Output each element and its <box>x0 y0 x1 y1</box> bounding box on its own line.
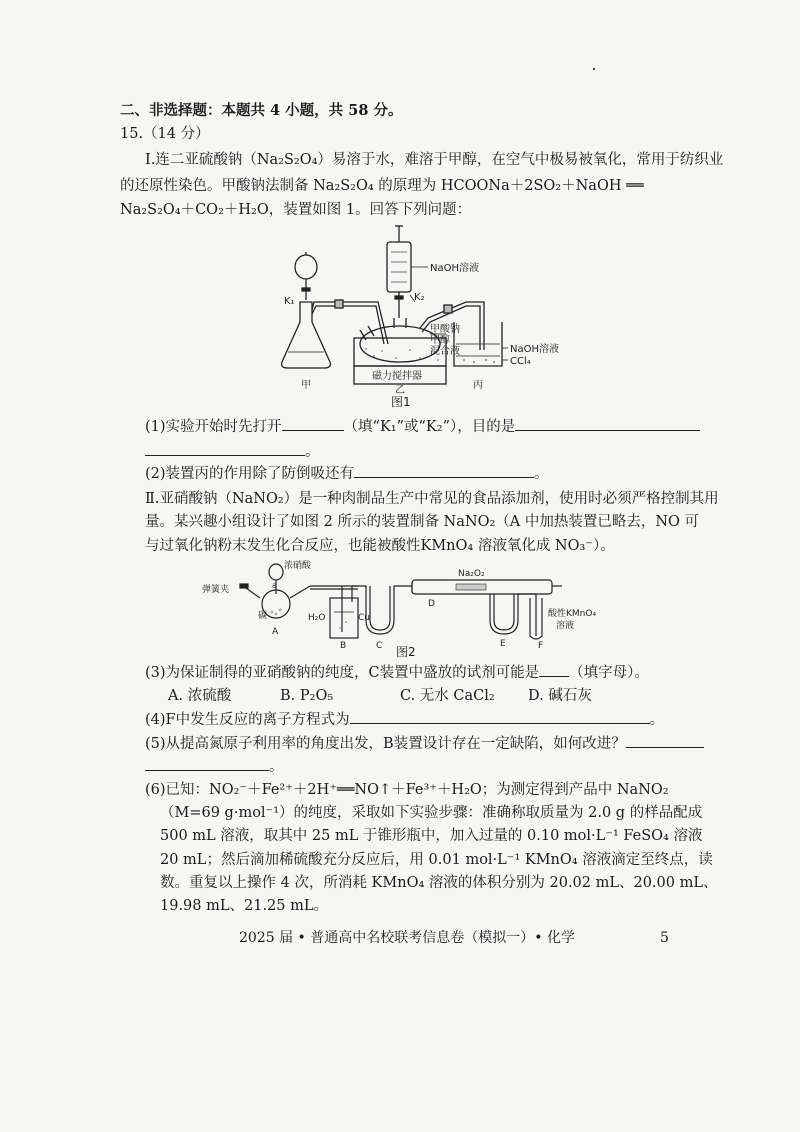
figure1-apparatus <box>270 222 580 394</box>
q4-blank[interactable] <box>350 709 650 724</box>
q3-option-c[interactable]: C. 无水 CaCl₂ <box>400 688 495 704</box>
part1-line2: 的还原性染色。甲酸钠法制备 Na₂S₂O₄ 的原理为 HCOONa＋2SO₂＋NaOH ══ <box>120 178 644 194</box>
label-ccl4: CCl₄ <box>510 356 531 367</box>
label-conc-hno3: 浓硝酸 <box>284 561 312 571</box>
three-neck-flask <box>360 326 440 362</box>
q5-end: 。 <box>269 759 284 775</box>
q3-option-b[interactable]: B. P₂O₅ <box>280 688 334 704</box>
page-number: 5 <box>660 930 669 946</box>
label-naoh-right: NaOH溶液 <box>510 344 559 355</box>
q6-line2: （M=69 g·mol⁻¹）的纯度，采取如下实验步骤：准确称取质量为 2.0 g 的样品配成 <box>160 805 703 821</box>
q3-option-a[interactable]: A. 浓硫酸 <box>168 688 232 704</box>
figure1-caption: 图1 <box>391 395 411 409</box>
q1-blank-purpose[interactable] <box>515 416 700 431</box>
q6-line4: 20 mL；然后滴加稀硫酸充分反应后，用 0.01 mol·L⁻¹ KMnO₄ 溶液滴定至终点，读 <box>160 852 713 868</box>
figure2-apparatus <box>200 558 620 648</box>
q5-line2 <box>145 756 284 777</box>
q5-text: (5)从提高氮原子利用率的角度出发，B装置设计存在一定缺陷，如何改进？ <box>145 736 626 752</box>
label-bing: 丙 <box>473 380 483 391</box>
label-spring-clip: 弹簧夹 <box>202 585 230 595</box>
part1-line3: Na₂S₂O₄＋CO₂＋H₂O，装置如图 1。回答下列问题： <box>120 202 472 218</box>
q2-blank[interactable] <box>354 463 534 478</box>
footer-title: 2025 届 • 普通高中名校联考信息卷（模拟一）• 化学 <box>239 930 575 946</box>
question-number: 15.（14 分） <box>120 126 210 142</box>
q1-line <box>145 416 700 437</box>
q4-text: (4)F中发生反应的离子方程式为 <box>145 712 350 728</box>
q5-blank[interactable] <box>626 733 704 748</box>
label-D: D <box>428 599 435 609</box>
flask-jia <box>282 302 331 368</box>
dropping-funnel <box>387 242 411 292</box>
label-cu: Cu <box>358 613 370 623</box>
q2-end: 。 <box>534 466 549 482</box>
q3-end: （填字母）。 <box>569 665 649 681</box>
q1-blank-valve[interactable] <box>282 416 344 431</box>
label-stirrer: 磁力搅拌器 <box>372 371 422 382</box>
label-k2: K₂ <box>414 292 425 303</box>
part2-line3: 与过氧化钠粉末发生化合反应，也能被酸性KMnO₄ 溶液氧化成 NO₃⁻）。 <box>145 538 615 554</box>
q1-blank-purpose-cont[interactable] <box>145 441 305 456</box>
q6-line5: 数。重复以上操作 4 次，所消耗 KMnO₄ 溶液的体积分别为 20.02 mL、20.00 mL、 <box>160 875 718 891</box>
label-B: B <box>340 641 347 648</box>
q4-end: 。 <box>649 712 665 728</box>
q2-line <box>145 463 549 484</box>
q1-line2 <box>145 441 320 462</box>
scan-speck <box>593 68 595 70</box>
q5-line <box>145 733 704 754</box>
q2-prefix: (2)装置丙的作用除了防倒吸还有 <box>145 466 355 482</box>
label-kmno4-1: 酸性KMnO₄ <box>548 609 597 619</box>
q1-middle: （填“K₁”或“K₂”），目的是 <box>343 419 516 435</box>
label-C: C <box>376 641 383 648</box>
section-heading: 二、非选择题：本题共 4 小题，共 58 分。 <box>120 102 403 119</box>
q3-blank[interactable] <box>539 662 569 677</box>
label-mix3: 混合液 <box>430 346 460 357</box>
label-a-small: a <box>272 581 277 590</box>
label-naoh-top: NaOH溶液 <box>430 263 479 274</box>
q5-blank-cont[interactable] <box>145 756 269 771</box>
bottle-b <box>330 598 358 638</box>
label-jia: 甲 <box>301 380 311 391</box>
label-kmno4-2: 溶液 <box>556 621 575 631</box>
label-F: F <box>538 641 544 648</box>
label-h2o: H₂O <box>308 613 326 623</box>
q4-line <box>145 709 664 730</box>
label-E: E <box>500 639 506 648</box>
label-k1: K₁ <box>284 296 295 307</box>
label-mix2: 甲醇 <box>430 335 450 346</box>
figure2-caption: 图2 <box>396 645 416 659</box>
q6-line6: 19.98 mL、21.25 mL。 <box>160 898 328 914</box>
q3-option-d[interactable]: D. 碱石灰 <box>528 688 592 704</box>
label-na2o2: Na₂O₂ <box>458 569 485 579</box>
q1-end: 。 <box>305 444 320 460</box>
q6-line3: 500 mL 溶液，取其中 25 mL 于锥形瓶中，加入过量的 0.10 mol·L⁻¹ FeSO₄ 溶液 <box>160 828 703 844</box>
label-carbon: 碳 <box>258 611 268 621</box>
q6-line1: (6)已知：NO₂⁻＋Fe²⁺＋2H⁺══NO↑＋Fe³⁺＋H₂O；为测定得到产品中 NaNO₂ <box>145 782 669 798</box>
q3-line <box>145 662 649 683</box>
part1-line1: Ⅰ.连二亚硫酸钠（Na₂S₂O₄）易溶于水，难溶于甲醇，在空气中极易被氧化，常用于纺织业 <box>145 152 724 168</box>
label-yi: 乙 <box>395 385 405 394</box>
part2-line1: Ⅱ.亚硝酸钠（NaNO₂）是一种肉制品生产中常见的食品添加剂，使用时必须严格控制其用 <box>145 491 719 507</box>
q3-text: (3)为保证制得的亚硝酸钠的纯度，C装置中盛放的试剂可能是 <box>145 665 540 681</box>
q1-prefix: (1)实验开始时先打开 <box>145 419 282 435</box>
part2-line2: 量。某兴趣小组设计了如图 2 所示的装置制备 NaNO₂（A 中加热装置已略去，NO 可 <box>145 514 700 530</box>
label-A: A <box>272 627 279 637</box>
label-mix1: 甲酸钠 <box>430 324 460 335</box>
separatory-funnel-bulb <box>295 255 317 279</box>
